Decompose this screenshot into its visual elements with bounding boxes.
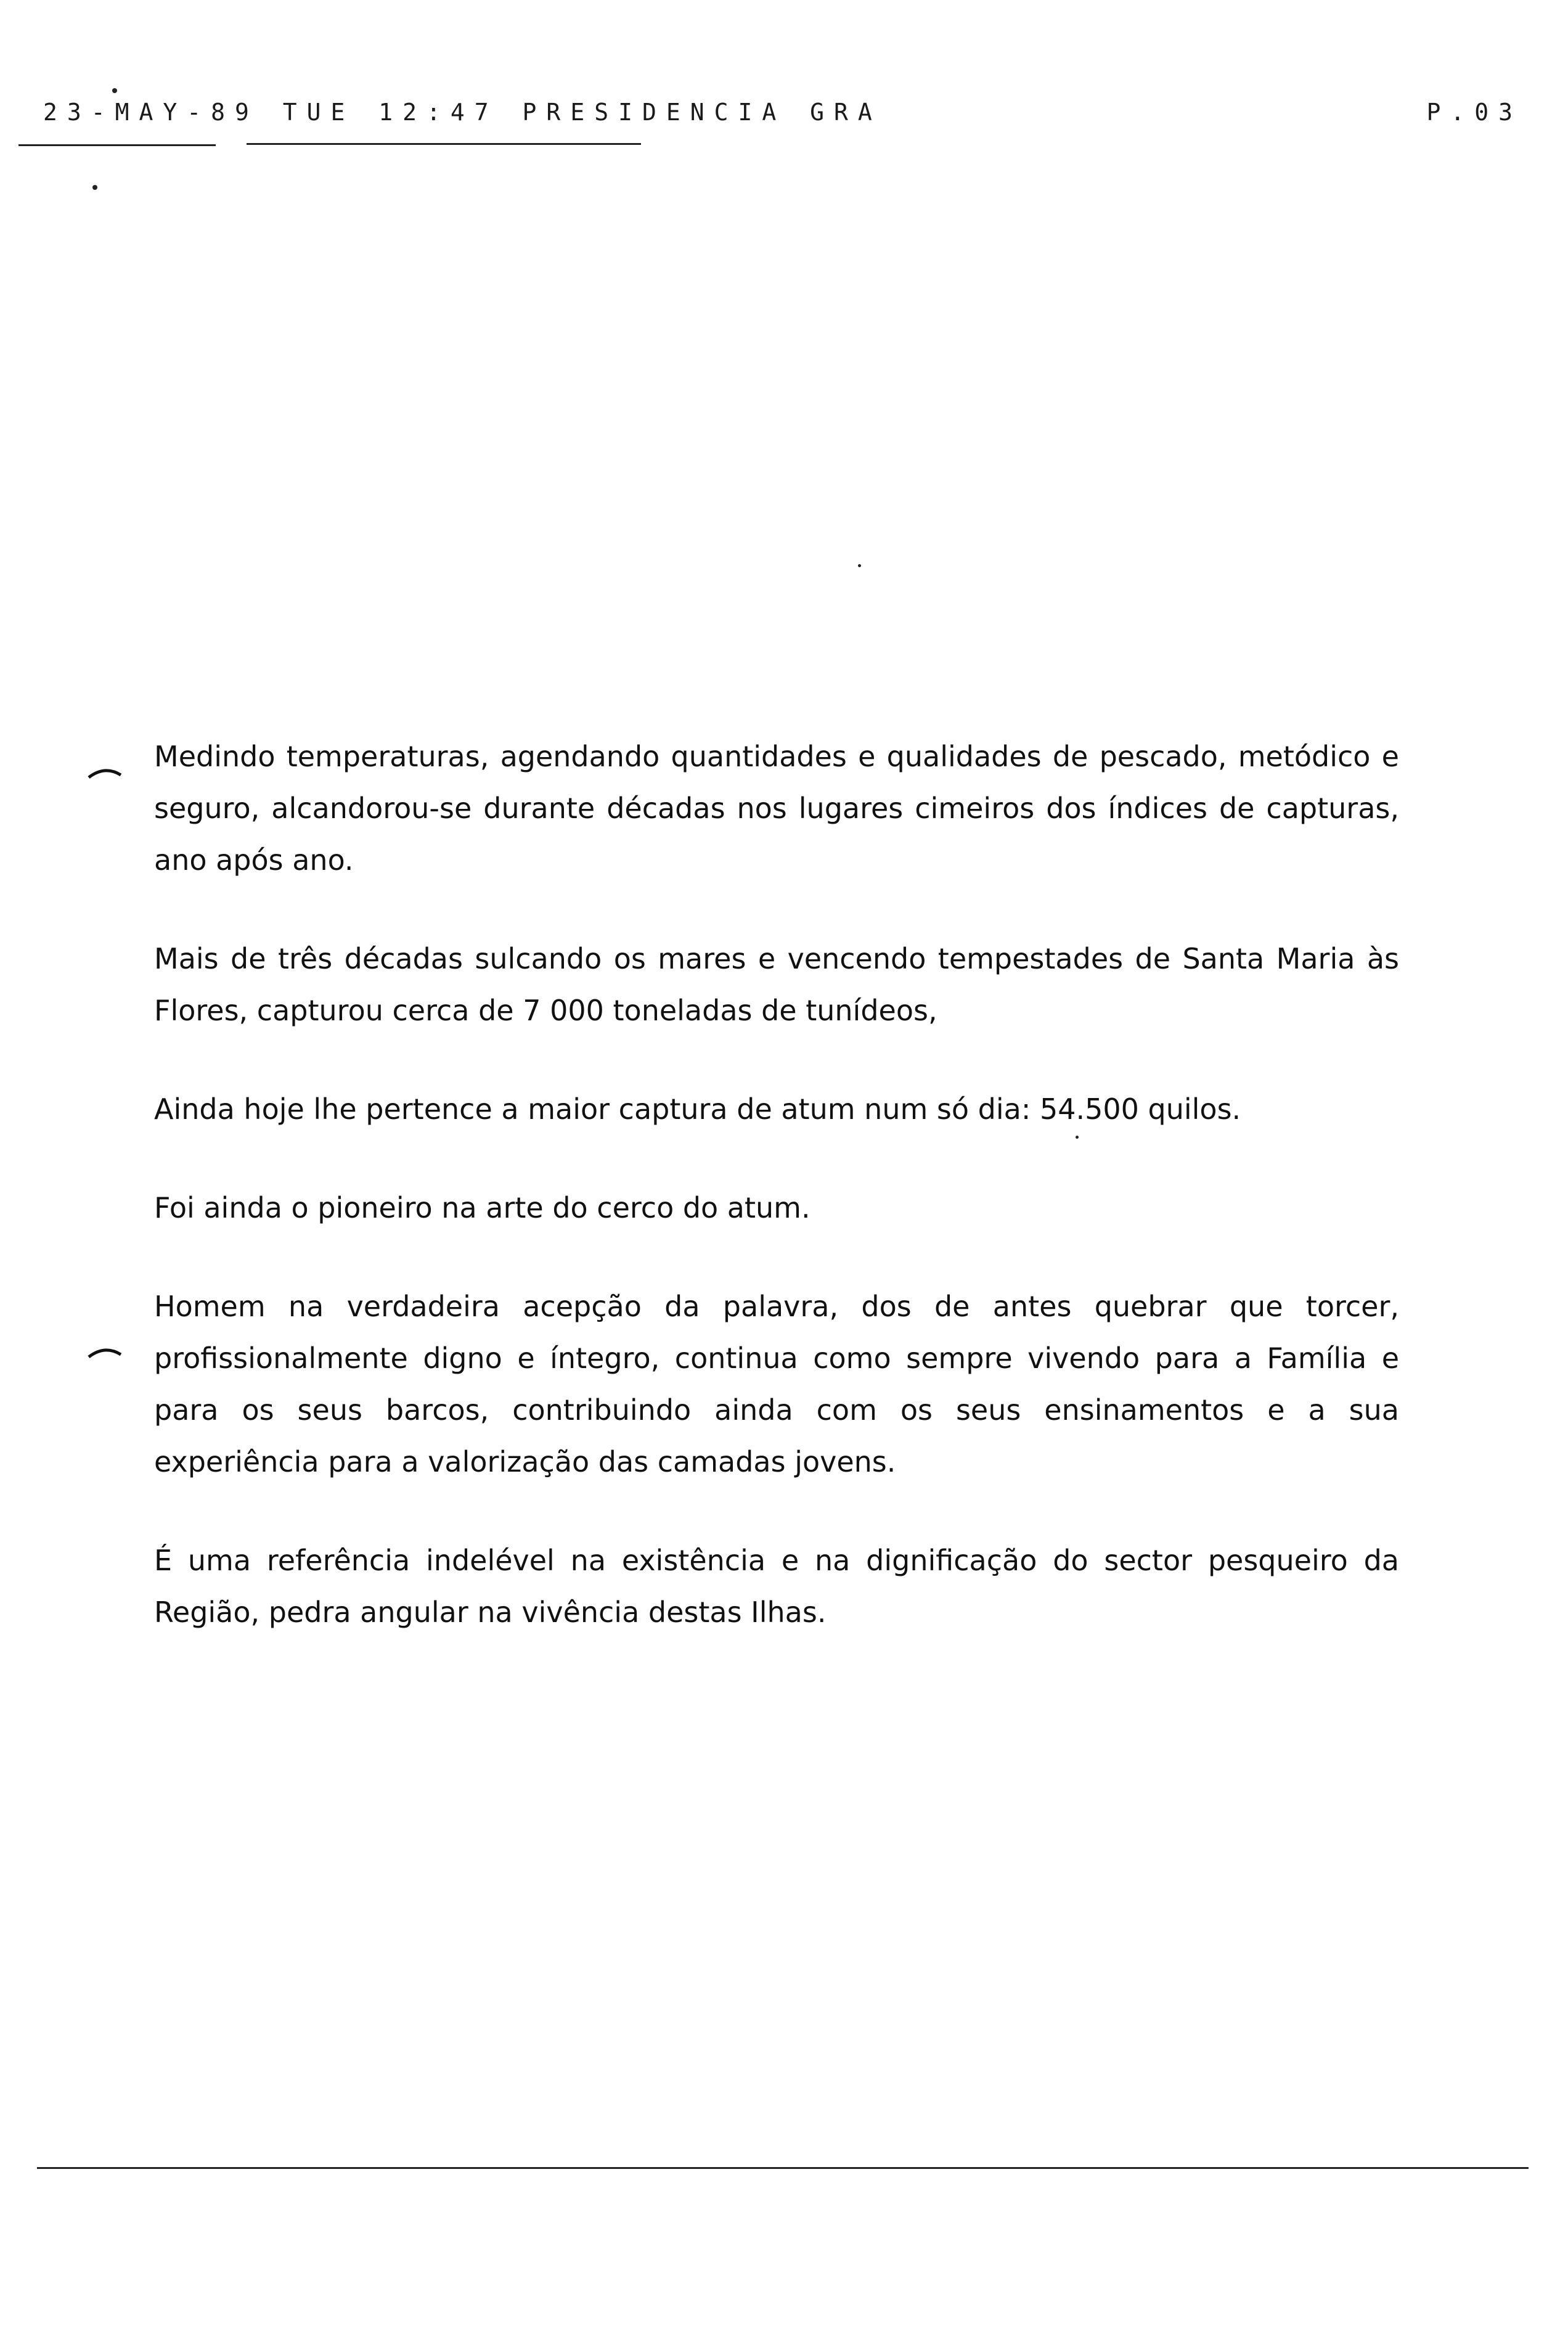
- header-underline-right: [247, 143, 641, 145]
- scan-speck: [112, 88, 117, 93]
- fax-transmission-line: 23-MAY-89 TUE 12:47 PRESIDENCIA GRA: [43, 99, 882, 126]
- paragraph-4: Foi ainda o pioneiro na arte do cerco do atum.: [154, 1191, 811, 1224]
- margin-mark-icon: [86, 766, 123, 780]
- paragraph-3: Ainda hoje lhe pertence a maior captura de atum num só dia: 54.500 quilos.: [154, 1092, 1241, 1126]
- paragraph-5: Homem na verdadeira acepção da palavra, dos de antes quebrar que torcer, profissionalmente digno e íntegro, continua como sempre vivendo para a Família e para os seus barcos, contribuindo ainda com os seus ensinamentos e a sua experiência para a valorização das camadas jovens.: [154, 1290, 1399, 1478]
- letter-body: [154, 731, 1399, 1685]
- margin-mark-icon: [86, 1346, 123, 1359]
- footer-rule: [37, 2167, 1529, 2169]
- scan-speck: [92, 185, 97, 190]
- paragraph-2: Mais de três décadas sulcando os mares e vencendo tempestades de Santa Maria às Flores, capturou cerca de 7 000 toneladas de tunídeos,: [154, 942, 1399, 1027]
- paragraph-6: É uma referência indelével na existência e na dignificação do sector pesqueiro da Região, pedra angular na vivência destas Ilhas.: [154, 1544, 1399, 1629]
- fax-header: [43, 99, 1522, 148]
- header-underline-left: [18, 144, 216, 146]
- fax-page-number: P.03: [1426, 99, 1522, 126]
- paragraph-1: Medindo temperaturas, agendando quantidades e qualidades de pescado, metódico e seguro, alcandorou-se durante décadas nos lugares cimeiros dos índices de capturas, ano após ano.: [154, 740, 1399, 877]
- scan-speck: [858, 564, 861, 567]
